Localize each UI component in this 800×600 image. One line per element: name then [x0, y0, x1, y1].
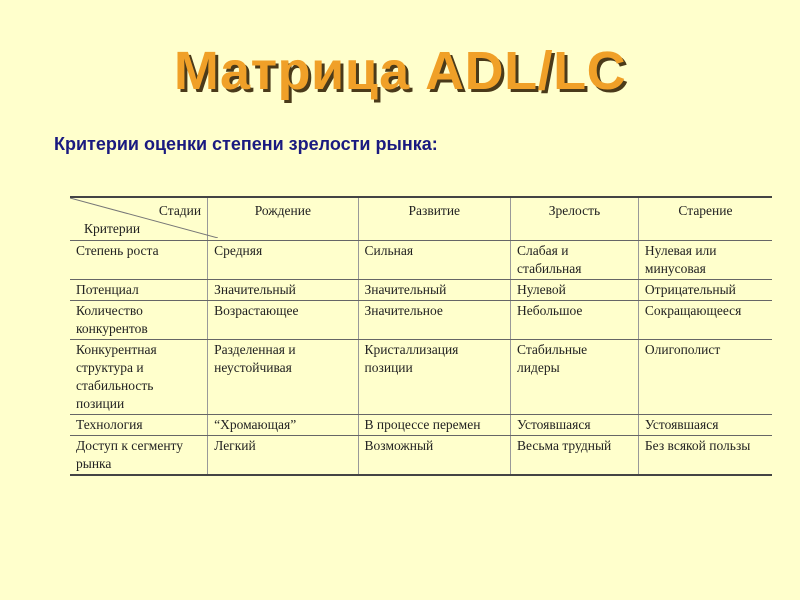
slide-title: Матрица ADL/LC [173, 41, 627, 101]
table-row [70, 241, 772, 280]
table-row [70, 415, 772, 436]
criterion-cell: Конкурентная структура и стабильность позиции [70, 340, 208, 415]
table-cell: Нулевая или минусовая [638, 241, 772, 280]
header-stage-1: Рождение [208, 197, 358, 241]
table-cell: Нулевой [511, 280, 639, 301]
criterion-cell: Степень роста [70, 241, 208, 280]
criterion-cell: Количество конкурентов [70, 301, 208, 340]
table-cell: Небольшое [511, 301, 639, 340]
table-cell: Легкий [208, 436, 358, 476]
criterion-cell: Технология [70, 415, 208, 436]
table-cell: В процессе перемен [358, 415, 510, 436]
criterion-cell: Потенциал [70, 280, 208, 301]
table-cell: Устоявшаяся [638, 415, 772, 436]
criterion-cell: Доступ к сегменту рынка [70, 436, 208, 476]
maturity-matrix-table [70, 196, 772, 476]
header-stage-3: Зрелость [511, 197, 639, 241]
table-row [70, 280, 772, 301]
header-stage-4: Старение [638, 197, 772, 241]
table-row [70, 436, 772, 476]
table-cell: Отрицательный [638, 280, 772, 301]
slide-subtitle: Критерии оценки степени зрелости рынка: [54, 134, 438, 154]
table-cell: Значительный [208, 280, 358, 301]
corner-label-criteria: Критерии [84, 221, 141, 236]
table-cell: Сокращающееся [638, 301, 772, 340]
table-cell: Сильная [358, 241, 510, 280]
table-cell: Средняя [208, 241, 358, 280]
table-cell: Олигополист [638, 340, 772, 415]
table-cell: Значительное [358, 301, 510, 340]
table-cell: Слабая и стабильная [511, 241, 639, 280]
table-row [70, 340, 772, 415]
table-cell: Стабильные лидеры [511, 340, 639, 415]
table-row [70, 301, 772, 340]
table-cell: Разделенная и неустойчивая [208, 340, 358, 415]
table-cell: “Хромающая” [208, 415, 358, 436]
table-cell: Без всякой пользы [638, 436, 772, 476]
table-cell: Весьма трудный [511, 436, 639, 476]
header-stage-2: Развитие [358, 197, 510, 241]
table-cell: Возможный [358, 436, 510, 476]
corner-label-stages: Стадии [158, 203, 202, 218]
table-cell: Кристаллизация позиции [358, 340, 510, 415]
table-header-row [70, 197, 772, 241]
table-cell: Возрастающее [208, 301, 358, 340]
table-cell: Значительный [358, 280, 510, 301]
header-corner-cell [70, 197, 208, 241]
table-cell: Устоявшаяся [511, 415, 639, 436]
